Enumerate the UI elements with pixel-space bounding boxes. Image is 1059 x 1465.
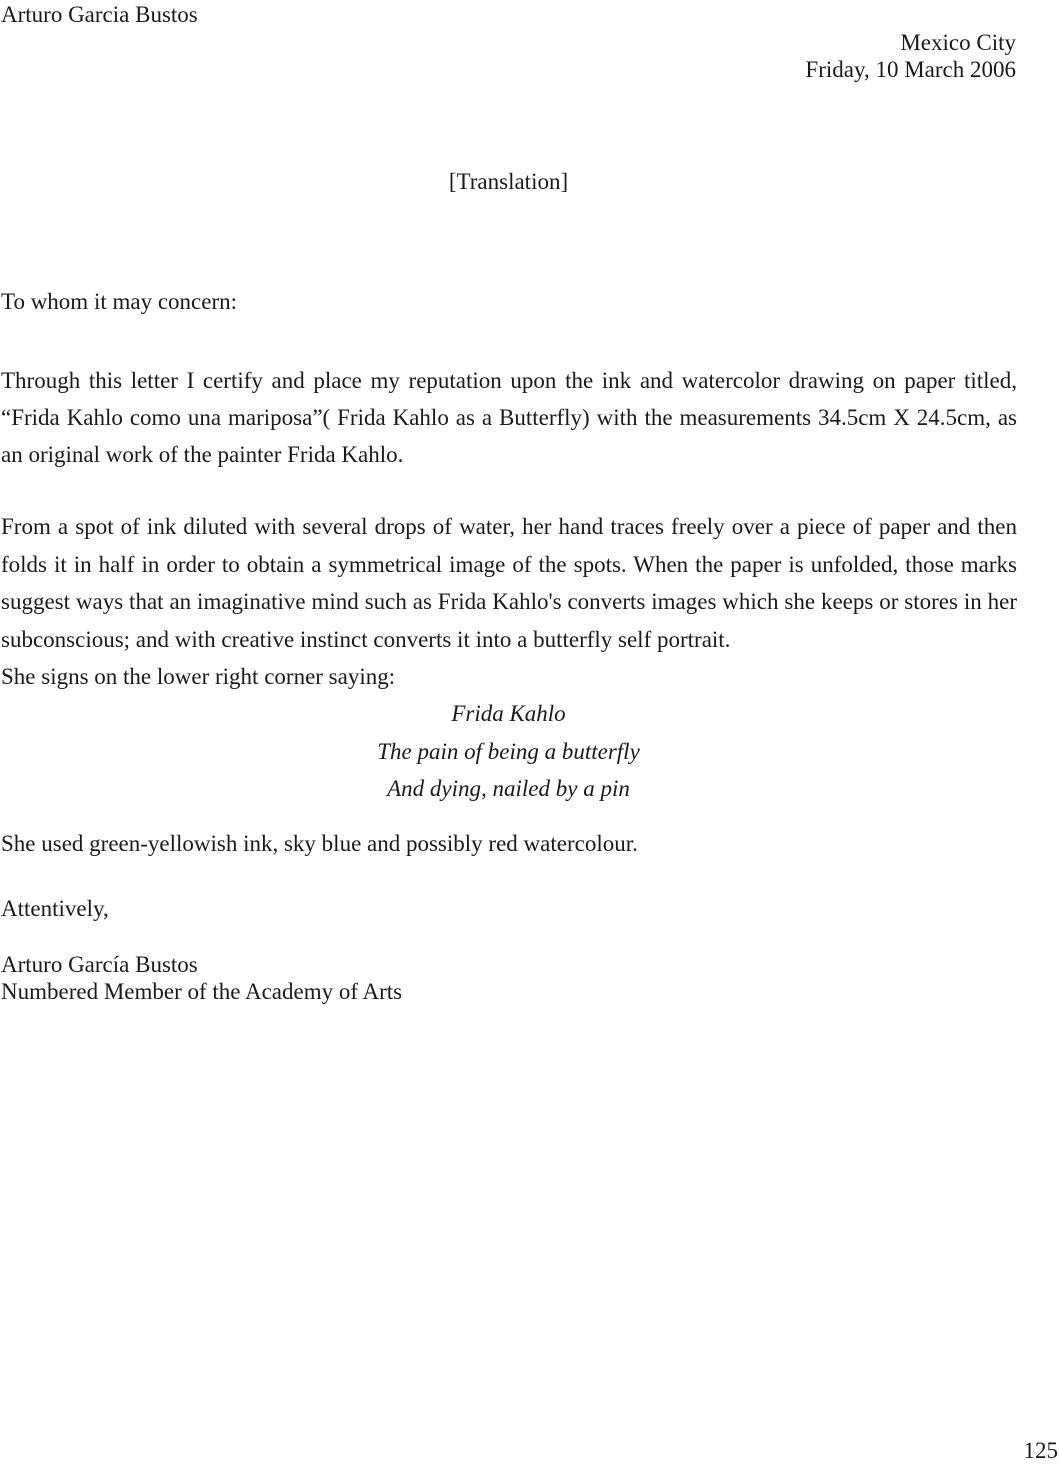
letter-paragraph-1 — [1, 362, 1017, 473]
letter-paragraph-3: She used green-yellowish ink, sky blue and possibly red watercolour. — [1, 831, 638, 856]
signature-title: Numbered Member of the Academy of Arts — [1, 979, 403, 1004]
sender-name: Arturo Garcia Bustos — [1, 2, 198, 27]
quote-line-3: And dying, nailed by a pin — [387, 776, 630, 801]
translation-note: [Translation] — [448, 169, 569, 194]
salutation: To whom it may concern: — [1, 289, 237, 314]
closing: Attentively, — [1, 896, 109, 921]
letter-paragraph-2 — [1, 508, 1017, 658]
signature-name: Arturo García Bustos — [1, 952, 198, 977]
quote-line-1: Frida Kahlo — [451, 701, 566, 726]
page-number: 125 — [1023, 1438, 1058, 1463]
signature-intro: She signs on the lower right corner saying: — [1, 664, 396, 689]
place: Mexico City — [900, 30, 1016, 55]
paragraph-2-text: From a spot of ink diluted with several drops of water, her hand traces freely over a piece of paper and then folds it in half in order to obtain a symmetrical image of the spots. When the paper is unfolded, those marks suggest ways that an imaginative mind such as Frida Kahlo's converts images which she keeps or stores in her subconscious; and with creative instinct converts it into a butterfly self portrait. — [1, 514, 1017, 652]
paragraph-1-text: Through this letter I certify and place my reputation upon the ink and watercolor drawing on paper titled, “Frida Kahlo como una mariposa”( Frida Kahlo as a Butterfly) with the measurements 34.5cm X 24.5cm, as an original work of the painter Frida Kahlo. — [1, 368, 1017, 467]
quote-line-2: The pain of being a butterfly — [377, 739, 640, 764]
letter-date: Friday, 10 March 2006 — [805, 57, 1016, 82]
